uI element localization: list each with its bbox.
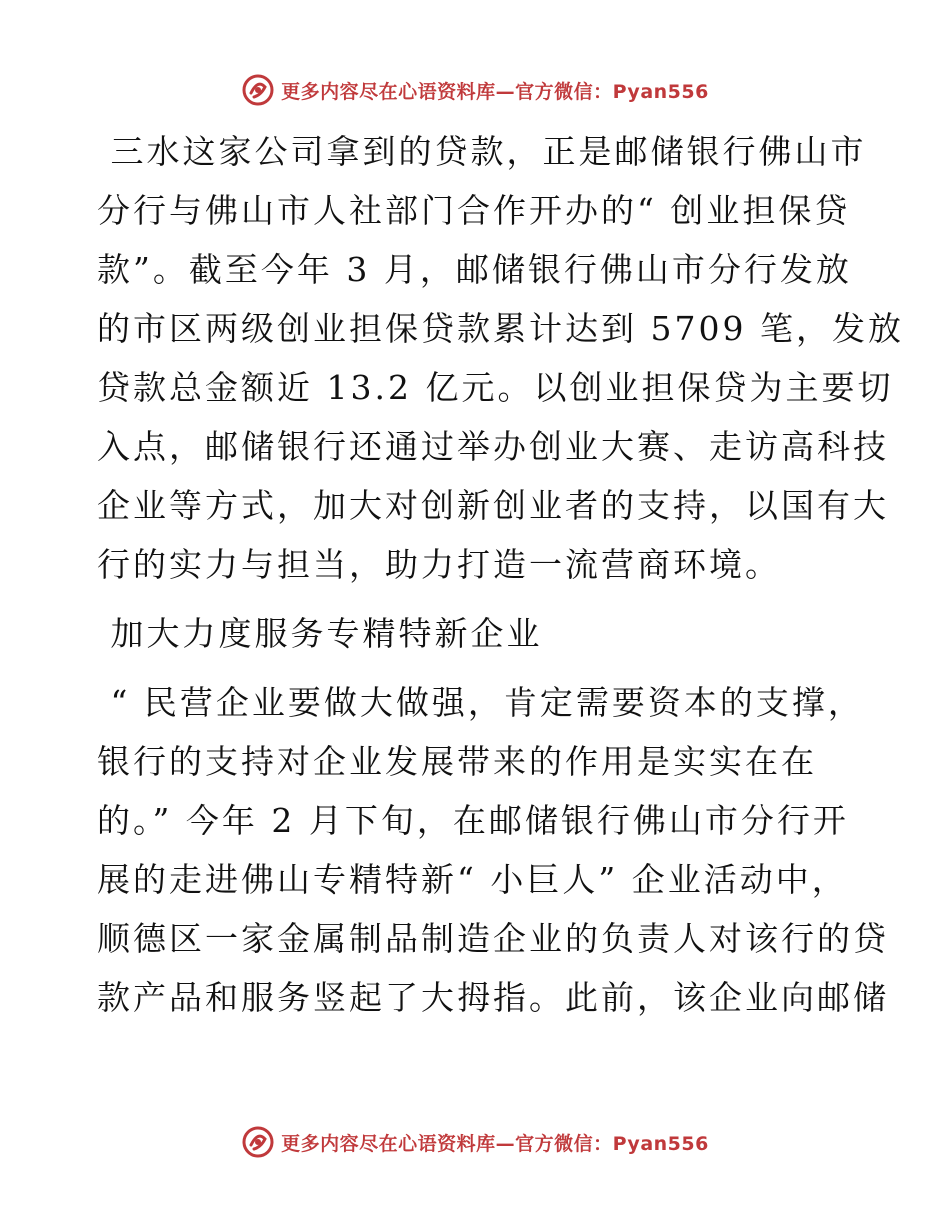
footer-banner-text: 更多内容尽在心语资料库—官方微信：Pyan556 <box>281 1132 709 1155</box>
text-line: 入点，邮储银行还通过举办创业大赛、走访高科技 <box>97 427 889 466</box>
footer-banner <box>0 1122 950 1162</box>
text-line: 分行与佛山市人社部门合作开办的“ 创业担保贷 <box>97 191 851 230</box>
text-line: 的。” 今年 2 月下旬，在邮储银行佛山市分行开 <box>97 801 849 840</box>
header-banner <box>0 70 950 110</box>
red-swirl-logo-icon <box>241 73 275 107</box>
text-line: 的市区两级创业担保贷款累计达到 5709 笔，发放 <box>97 309 904 348</box>
section-heading <box>97 604 857 663</box>
red-swirl-logo-icon <box>241 1125 275 1159</box>
paragraph-1 <box>97 122 904 594</box>
text-line: 银行的支持对企业发展带来的作用是实实在在 <box>97 742 817 781</box>
text-line: 展的走进佛山专精特新“ 小巨人” 企业活动中， <box>97 860 848 899</box>
text-line: 贷款总金额近 13.2 亿元。以创业担保贷为主要切 <box>97 368 894 407</box>
heading-line: 加大力度服务专精特新企业 <box>97 614 543 653</box>
document-body <box>97 122 904 1027</box>
paragraph-2 <box>97 673 889 1027</box>
text-line: “ 民营企业要做大做强，肯定需要资本的支撑， <box>97 683 864 722</box>
text-line: 款产品和服务竖起了大拇指。此前，该企业向邮储 <box>97 978 889 1017</box>
text-line: 三水这家公司拿到的贷款，正是邮储银行佛山市 <box>97 132 867 171</box>
text-line: 款”。截至今年 3 月，邮储银行佛山市分行发放 <box>97 250 852 289</box>
text-line: 顺德区一家金属制品制造企业的负责人对该行的贷 <box>97 919 889 958</box>
text-line: 行的实力与担当，助力打造一流营商环境。 <box>97 545 781 584</box>
text-line: 企业等方式，加大对创新创业者的支持，以国有大 <box>97 486 889 525</box>
header-banner-text: 更多内容尽在心语资料库—官方微信：Pyan556 <box>281 80 709 103</box>
